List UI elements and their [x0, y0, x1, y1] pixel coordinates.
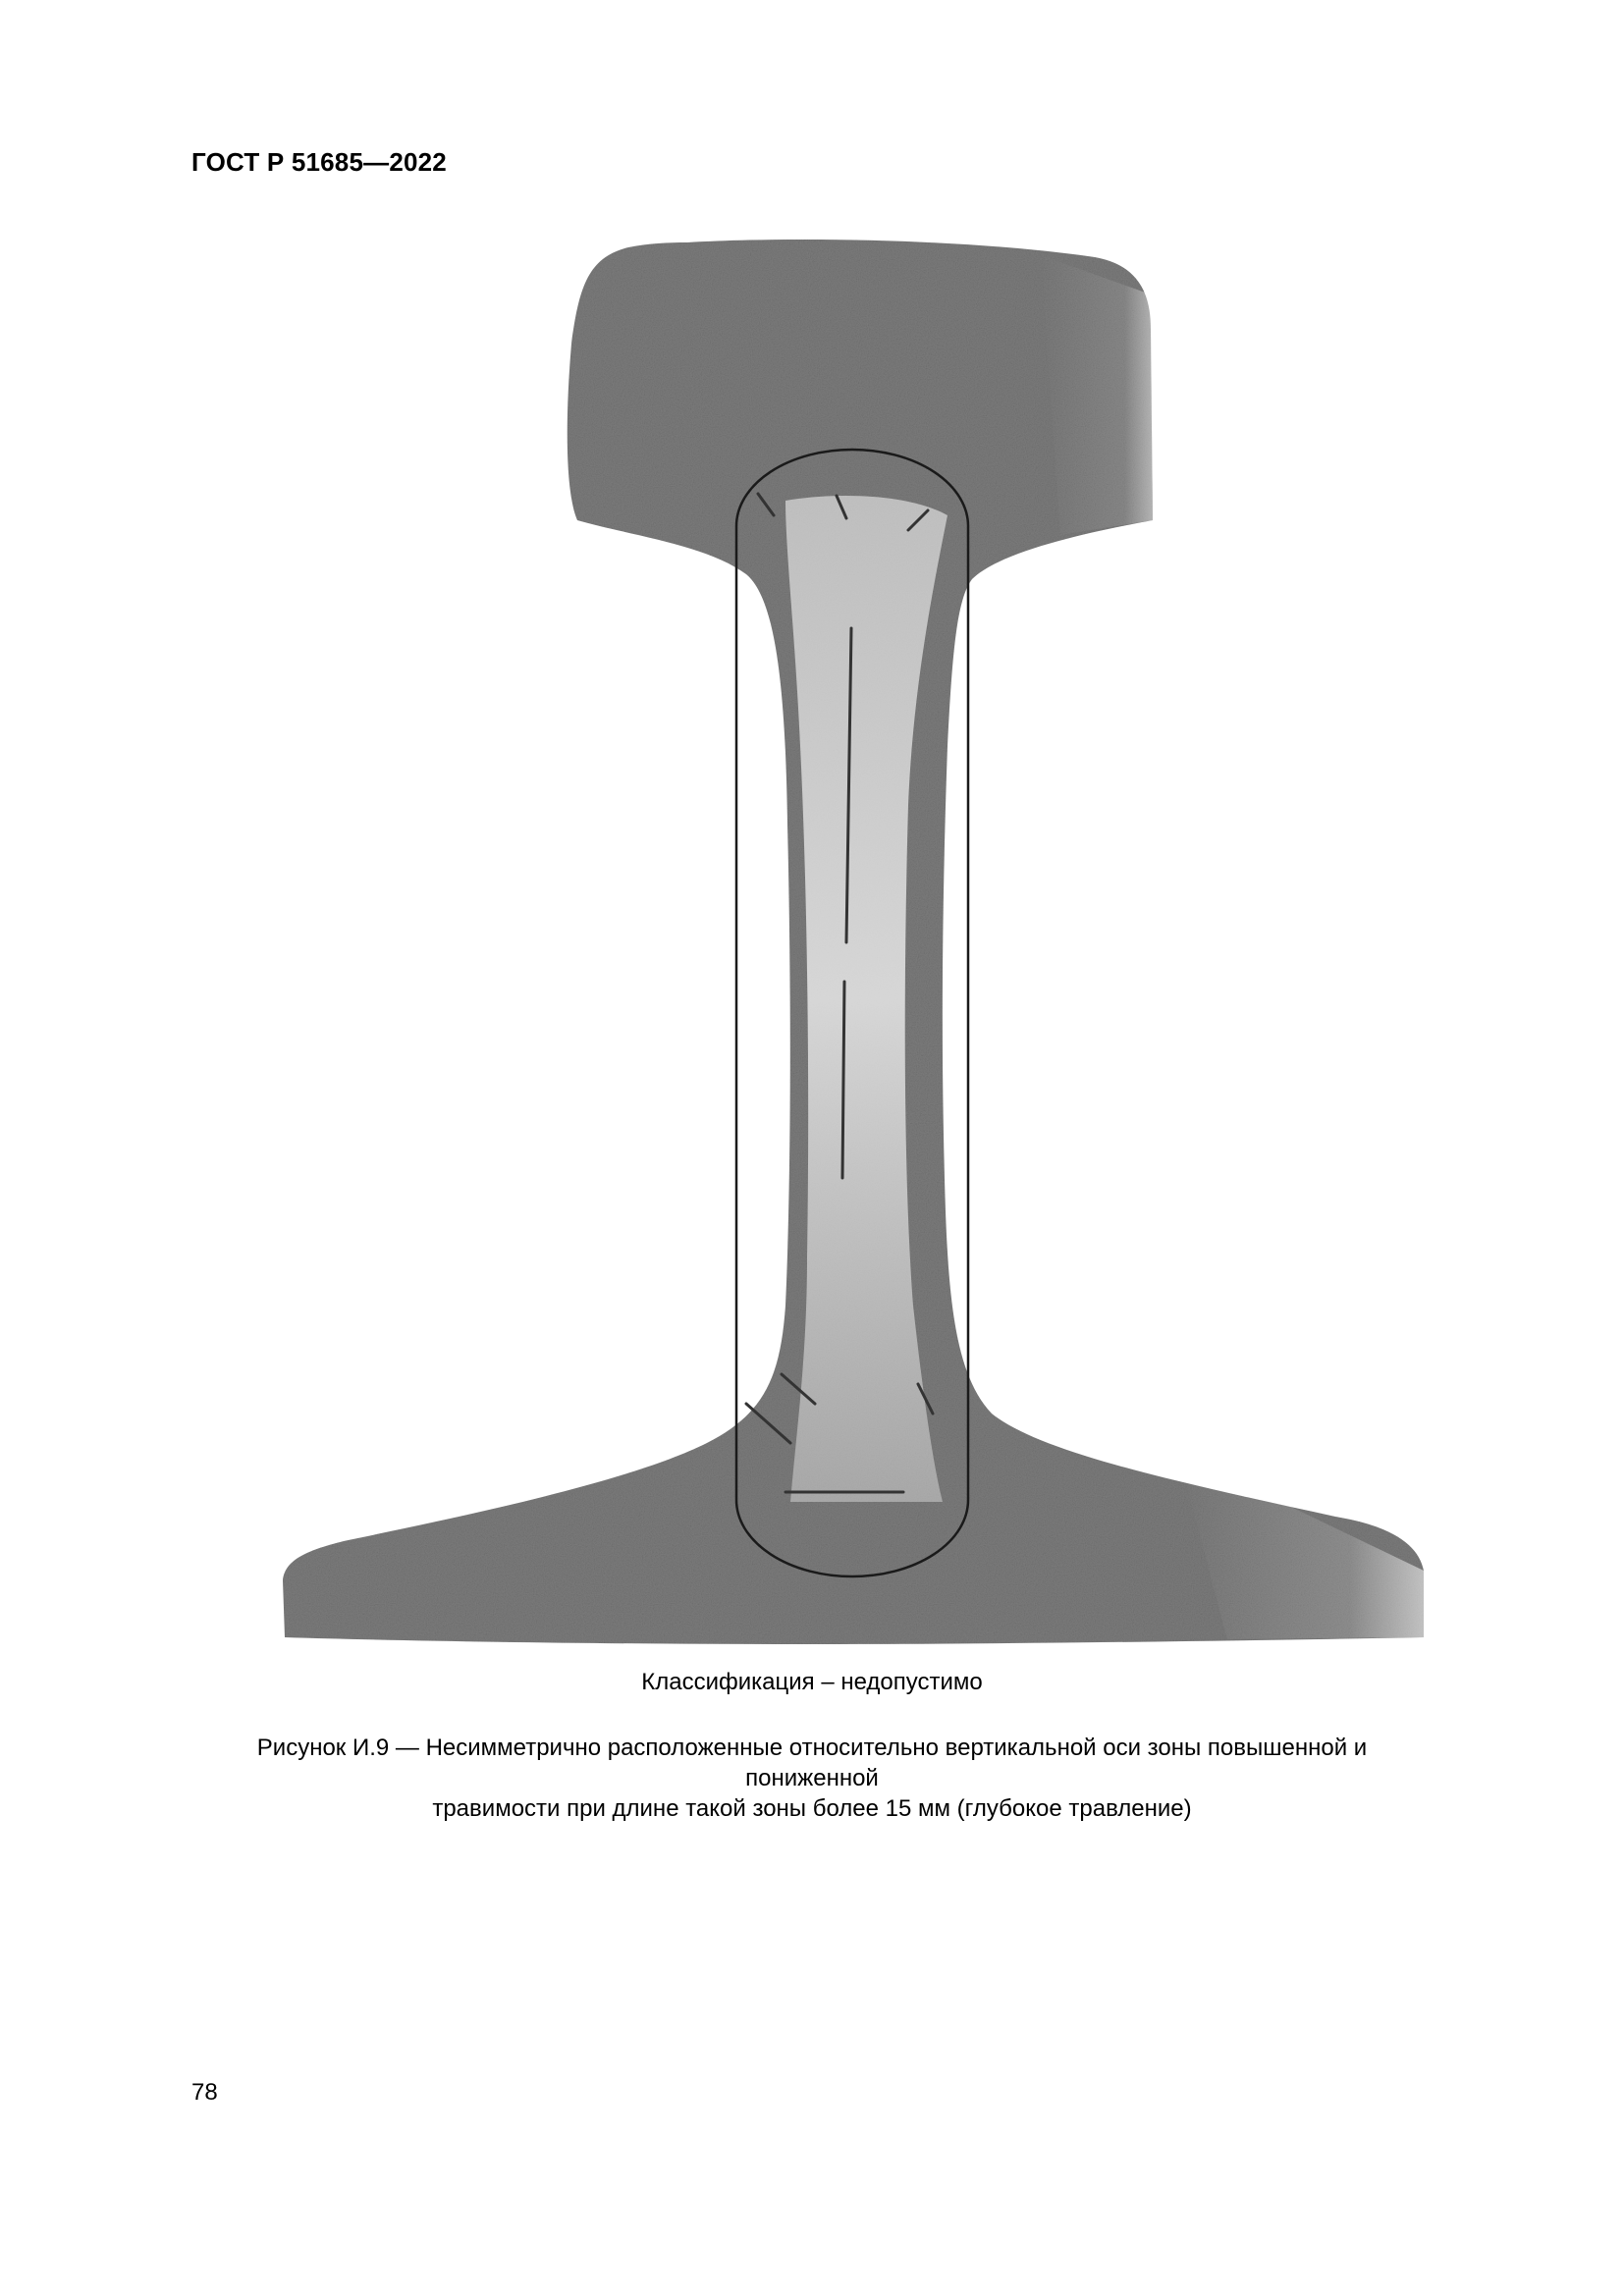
- caption-line-2: травимости при длине такой зоны более 15 мм (глубокое травление): [432, 1795, 1192, 1822]
- document-header: ГОСТ Р 51685—2022: [191, 147, 447, 177]
- figure-caption: [191, 1733, 1433, 1824]
- figure-classification: Классификация – недопустимо: [641, 1669, 983, 1695]
- page-number: 78: [191, 2079, 218, 2106]
- caption-line-1: Рисунок И.9 — Несимметрично расположенные относительно вертикальной оси зоны повышенной и пониженной: [256, 1735, 1368, 1791]
